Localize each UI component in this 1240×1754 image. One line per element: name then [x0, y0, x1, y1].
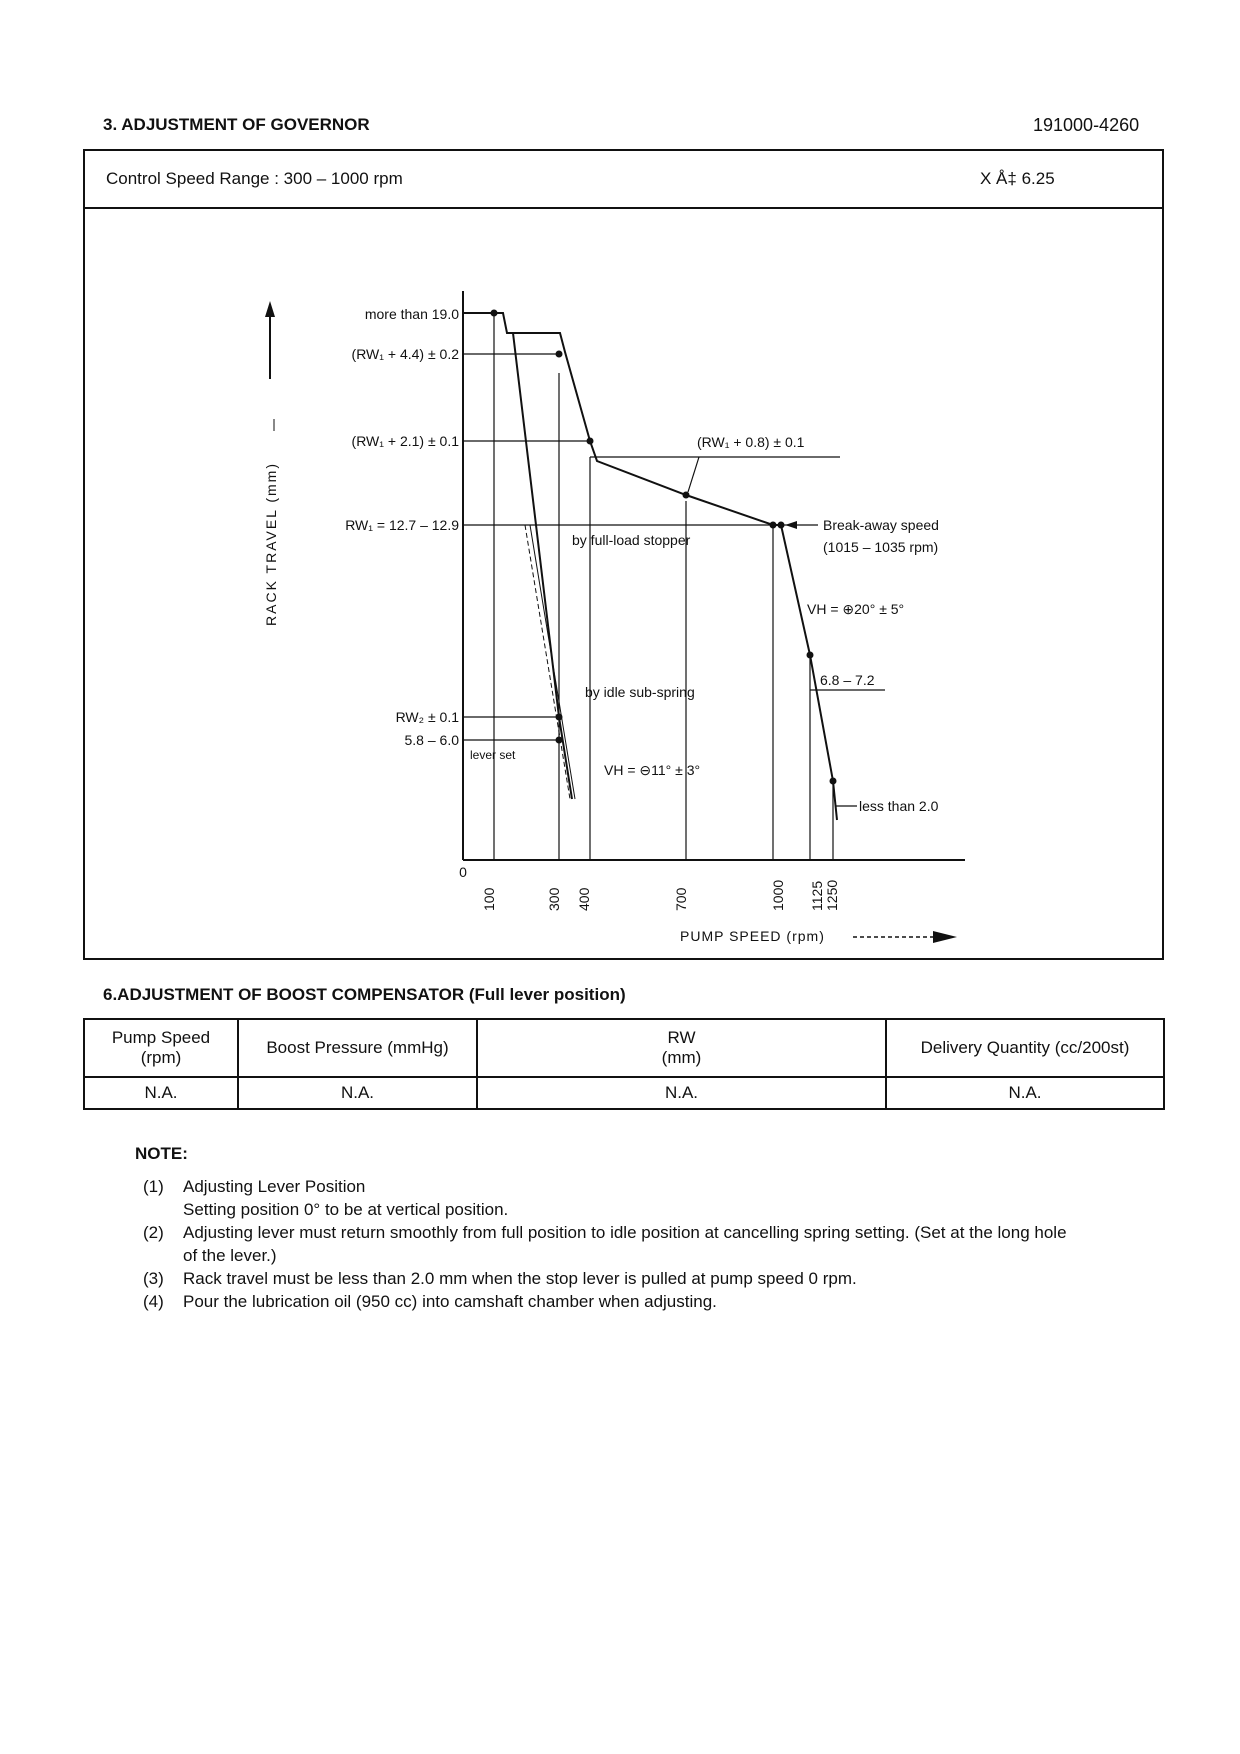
annotation-rw1-plus: (RW₁ + 0.8) ± 0.1 [697, 434, 805, 450]
note-number: (4) [143, 1292, 164, 1311]
table-cell: N.A. [477, 1077, 886, 1109]
control-speed-row [85, 151, 1162, 209]
note-text [183, 1175, 1173, 1221]
x-tick-label: 700 [673, 887, 689, 911]
header-text: (mm) [661, 1048, 702, 1067]
governor-chart [85, 209, 1162, 958]
col-delivery-quantity: Delivery Quantity (cc/200st) [886, 1019, 1164, 1077]
note-line: Pour the lubrication oil (950 cc) into camshaft chamber when adjusting. [183, 1292, 717, 1311]
y-label: (RW₁ + 2.1) ± 0.1 [351, 433, 459, 449]
y-label: RW₁ = 12.7 – 12.9 [345, 517, 459, 533]
annotation-vh-minus: VH = ⊖11° ± 3° [604, 762, 701, 778]
note-item [143, 1267, 1173, 1290]
note-text [183, 1267, 1173, 1290]
note-line: Setting position 0° to be at vertical position. [183, 1200, 509, 1219]
x-axis-label: PUMP SPEED (rpm) [680, 928, 825, 944]
note-text [183, 1221, 1173, 1267]
governor-chart-box [83, 149, 1164, 960]
note-item [143, 1221, 1173, 1267]
idle-dashed-line [525, 525, 570, 799]
annotation-vh-plus: VH = ⊕20° ± 5° [807, 601, 905, 617]
table-cell: N.A. [84, 1077, 238, 1109]
note-line: Rack travel must be less than 2.0 mm when the stop lever is pulled at pump speed 0 rpm. [183, 1269, 857, 1288]
x-tick-label: 400 [576, 887, 592, 911]
control-speed-range: Control Speed Range : 300 – 1000 rpm [106, 169, 403, 188]
annotation-full-load: by full-load stopper [572, 532, 691, 548]
table-cell: N.A. [886, 1077, 1164, 1109]
boost-section-title: 6.ADJUSTMENT OF BOOST COMPENSATOR (Full lever position) [103, 985, 626, 1004]
annotation-arrowhead [785, 521, 797, 529]
x-axis-arrowhead [933, 931, 957, 943]
annotation-less-than: less than 2.0 [859, 798, 939, 814]
note-line: Adjusting Lever Position [183, 1177, 366, 1196]
col-boost-pressure: Boost Pressure (mmHg) [238, 1019, 477, 1077]
x-tick-label: 1250 [824, 879, 840, 911]
col-pump-speed [84, 1019, 238, 1077]
x-tick-label: 0 [459, 864, 467, 880]
ratio-value: X Å‡ 6.25 [980, 169, 1055, 188]
boost-compensator-table [83, 1018, 1165, 1110]
table-cell: N.A. [238, 1077, 477, 1109]
table-row [84, 1077, 1164, 1109]
note-line: of the lever.) [183, 1246, 277, 1265]
section-title: 3. ADJUSTMENT OF GOVERNOR [103, 115, 370, 134]
y-label: RW₂ ± 0.1 [395, 709, 459, 725]
annotation-breakaway-range: (1015 – 1035 rpm) [823, 539, 939, 555]
notes-title: NOTE: [135, 1144, 188, 1163]
note-number: (3) [143, 1269, 164, 1288]
y-axis-label: RACK TRAVEL (mm) [263, 462, 279, 626]
annotation-leader [688, 457, 699, 492]
y-label: (RW₁ + 4.4) ± 0.2 [351, 346, 459, 362]
x-tick-label: 1000 [770, 879, 786, 911]
note-number: (2) [143, 1223, 164, 1242]
x-tick-label: 300 [546, 887, 562, 911]
note-line: Adjusting lever must return smoothly from full position to idle position at cancelling spring setting. (Set at the long hole [183, 1223, 1067, 1242]
col-rw [477, 1019, 886, 1077]
idle-thin-line [530, 525, 575, 799]
header-text: Pump Speed [111, 1028, 211, 1047]
table-header-row [84, 1019, 1164, 1077]
header-text: RW [667, 1028, 696, 1047]
annotation-lever-set: lever set [470, 748, 516, 762]
note-item [143, 1175, 1173, 1221]
x-tick-label: 100 [481, 887, 497, 911]
y-axis-arrowhead [265, 301, 275, 317]
note-item [143, 1290, 1173, 1313]
part-number: 191000-4260 [1033, 115, 1140, 135]
x-tick-label: 1125 [809, 880, 825, 911]
annotation-idle-sub-spring: by idle sub-spring [585, 684, 695, 700]
y-label: more than 19.0 [364, 306, 459, 322]
note-text [183, 1290, 1173, 1313]
note-number: (1) [143, 1177, 164, 1196]
header-text: (rpm) [140, 1048, 182, 1067]
annotation-range-68: 6.8 – 7.2 [820, 672, 875, 688]
notes-list [143, 1175, 1173, 1313]
annotation-breakaway: Break-away speed [823, 517, 939, 533]
y-label: 5.8 – 6.0 [404, 732, 459, 748]
